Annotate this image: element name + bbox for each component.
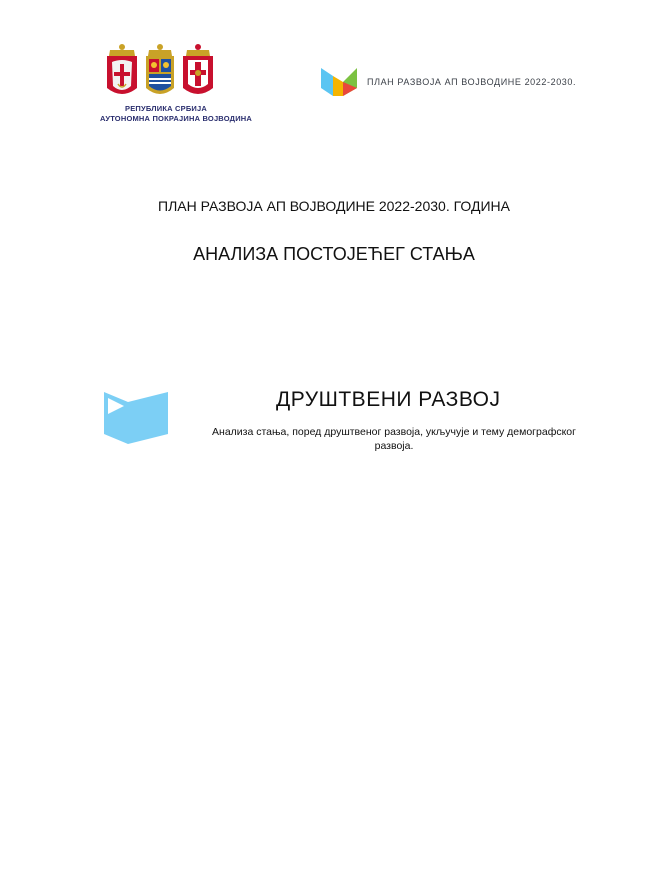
vojvodina-coat-of-arms-icon: [142, 42, 178, 100]
plan-header-label: ПЛАН РАЗВОЈА АП ВОЈВОДИНЕ 2022-2030.: [367, 77, 577, 87]
section-description: Анализа стања, поред друштвеног развоја, укључује и тему демографског развоја.: [212, 426, 576, 452]
section-title: ДРУШТВЕНИ РАЗВОЈ: [276, 388, 501, 411]
org-name-line1: РЕПУБЛИКА СРБИЈА: [125, 104, 207, 113]
document-subtitle: АНАЛИЗА ПОСТОЈЕЋЕГ СТАЊА: [193, 244, 475, 264]
provincial-coat-of-arms-icon: [180, 42, 216, 100]
coats-of-arms-block: [100, 42, 253, 123]
serbia-coat-of-arms-icon: [104, 42, 140, 100]
coats-of-arms: [104, 42, 216, 100]
org-name-line2: АУТОНОМНА ПОКРАЈИНА ВОЈВОДИНА: [100, 114, 253, 123]
plan-logo-icon: [321, 66, 357, 98]
section-book-icon: [104, 392, 168, 444]
document-title: ПЛАН РАЗВОЈА АП ВОЈВОДИНЕ 2022-2030. ГОДИНА: [158, 198, 510, 214]
